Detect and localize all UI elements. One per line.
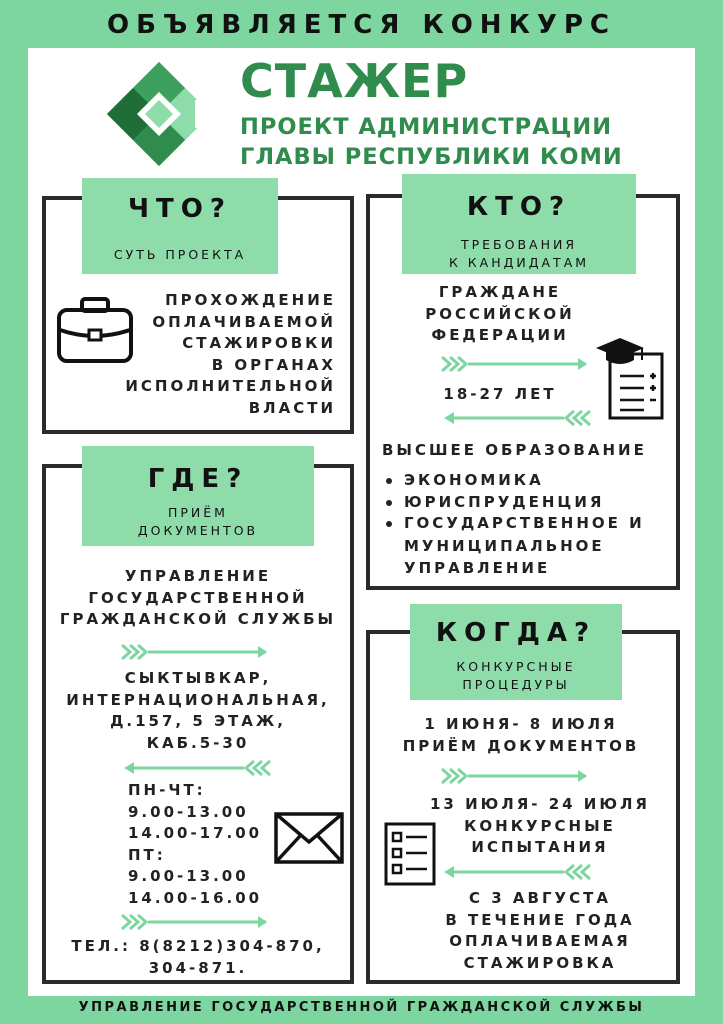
when-step-line: ПРИЁМ ДОКУМЕНТОВ	[402, 736, 640, 755]
where-address	[44, 668, 352, 754]
who-heading: КТО?	[466, 192, 572, 222]
where-org-line: ГРАЖДАНСКОЙ СЛУЖБЫ	[59, 610, 337, 628]
list-item: ГОСУДАРСТВЕННОЕ И	[382, 513, 678, 535]
when-step-1	[368, 714, 674, 757]
where-hours-line: 9.00-13.00	[128, 802, 249, 821]
arrow-left-icon	[440, 408, 592, 428]
when-step-line: 1 ИЮНЯ- 8 ИЮЛЯ	[424, 715, 618, 733]
arrow-left-icon	[120, 758, 272, 778]
footer-text: УПРАВЛЕНИЕ ГОСУДАРСТВЕННОЙ ГРАЖДАНСКОЙ СЛУЖБЫ	[78, 1000, 645, 1015]
where-address-line: КАБ.5-30	[146, 733, 250, 752]
where-hours-line: ПТ:	[128, 845, 166, 864]
who-education-list	[382, 470, 678, 535]
who-subheading-line1: ТРЕБОВАНИЯ	[460, 237, 578, 252]
what-line: ПРОХОЖДЕНИЕ	[165, 291, 336, 309]
where-address-line: ИНТЕРНАЦИОНАЛЬНАЯ,	[66, 690, 330, 709]
where-phone	[44, 936, 352, 979]
arrow-right-icon	[120, 642, 270, 662]
when-step-2	[420, 794, 660, 859]
where-tab	[82, 446, 314, 546]
what-line: ВЛАСТИ	[248, 398, 336, 417]
brand-subtitle-line1: ПРОЕКТ АДМИНИСТРАЦИИ	[240, 114, 613, 140]
what-heading: ЧТО?	[128, 194, 232, 224]
checklist-icon	[384, 822, 436, 886]
what-line: ОПЛАЧИВАЕМОЙ	[152, 312, 336, 331]
when-tab	[410, 604, 622, 700]
when-step-line: С 3 АВГУСТА	[469, 889, 611, 907]
where-heading: ГДЕ?	[147, 464, 249, 494]
arrow-right-icon	[120, 912, 270, 932]
when-step-line: 13 ИЮЛЯ- 24 ИЮЛЯ	[430, 795, 650, 813]
arrow-right-icon	[440, 354, 590, 374]
when-step-line: ИСПЫТАНИЯ	[471, 838, 609, 856]
where-org-line: ГОСУДАРСТВЕННОЙ	[88, 588, 308, 607]
where-hours-line: 14.00-17.00	[128, 824, 263, 842]
where-phone-line: ТЕЛ.: 8(8212)304-870,	[71, 937, 325, 955]
who-citizen-line: ГРАЖДАНЕ	[438, 283, 562, 301]
when-subheading-line1: КОНКУРСНЫЕ	[456, 659, 576, 674]
where-address-line: Д.157, 5 ЭТАЖ,	[110, 712, 286, 730]
who-citizen-line: ФЕДЕРАЦИИ	[431, 326, 569, 344]
when-step-line: СТАЖИРОВКА	[463, 953, 617, 972]
when-step-line: КОНКУРСНЫЕ	[464, 816, 616, 835]
who-age: 18-27 ЛЕТ	[443, 385, 557, 403]
brand-subtitle-line2: ГЛАВЫ РЕСПУБЛИКИ КОМИ	[240, 144, 623, 170]
when-step-line: В ТЕЧЕНИЕ ГОДА	[445, 910, 635, 929]
when-step-line: ОПЛАЧИВАЕМАЯ	[449, 932, 631, 950]
where-address-line: СЫКТЫВКАР,	[124, 669, 272, 687]
what-subheading: СУТЬ ПРОЕКТА	[113, 247, 247, 262]
when-heading: КОГДА?	[435, 618, 597, 648]
what-line: В ОРГАНАХ	[211, 355, 336, 374]
who-tab	[402, 174, 636, 274]
what-description	[110, 290, 336, 419]
what-line: СТАЖИРОВКИ	[182, 334, 336, 352]
when-subheading-line2: ПРОЦЕДУРЫ	[462, 677, 570, 692]
where-hours-line: 9.00-13.00	[128, 867, 249, 885]
when-step-3	[420, 888, 660, 974]
graduate-checklist-icon	[594, 336, 666, 422]
list-item: ЭКОНОМИКА	[382, 470, 678, 492]
list-item-continuation: МУНИЦИПАЛЬНОЕ	[404, 537, 605, 555]
who-subheading-line2: К КАНДИДАТАМ	[448, 255, 590, 270]
arrow-left-icon	[440, 862, 592, 882]
where-hours	[128, 780, 278, 909]
arrow-right-icon	[440, 766, 590, 786]
brand-name: СТАЖЕР	[240, 54, 469, 108]
who-citizen-line: РОССИЙСКОЙ	[425, 304, 575, 323]
list-item-continuation: УПРАВЛЕНИЕ	[404, 558, 551, 577]
where-subheading-line2: ДОКУМЕНТОВ	[137, 523, 259, 538]
where-org-line: УПРАВЛЕНИЕ	[124, 567, 272, 585]
what-tab	[82, 178, 278, 274]
where-phone-line: 304-871.	[148, 958, 248, 977]
where-subheading-line1: ПРИЁМ	[168, 505, 228, 520]
list-item: ЮРИСПРУДЕНЦИЯ	[382, 492, 678, 514]
where-organization	[44, 566, 352, 631]
envelope-icon	[274, 812, 344, 864]
who-education: ВЫСШЕЕ ОБРАЗОВАНИЕ	[382, 441, 647, 459]
what-line: ИСПОЛНИТЕЛЬНОЙ	[125, 377, 336, 395]
who-education-list-continued	[404, 536, 664, 579]
where-hours-line: 14.00-16.00	[128, 888, 263, 907]
brand-subtitle	[240, 112, 623, 172]
who-citizenship	[400, 282, 600, 347]
page-title: ОБЪЯВЛЯЕТСЯ КОНКУРС	[107, 10, 616, 40]
where-hours-line: ПН-ЧТ:	[128, 781, 206, 799]
stazher-logo-icon	[103, 58, 215, 170]
